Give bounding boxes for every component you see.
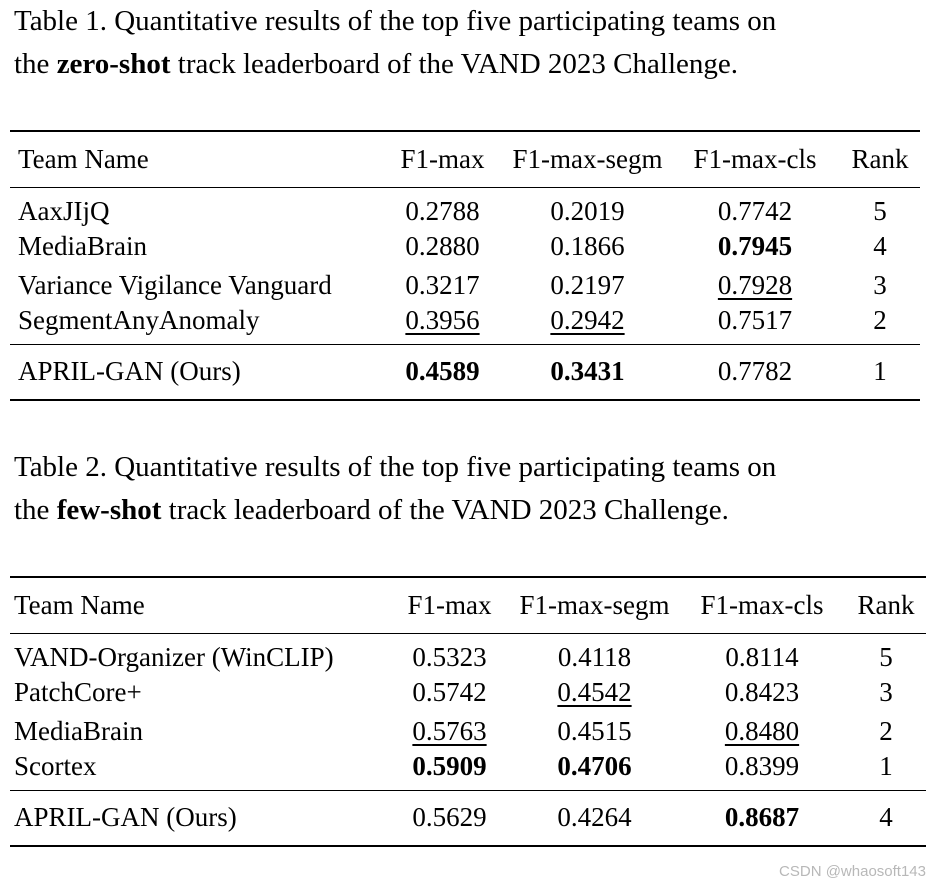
rank-cell: 3: [879, 676, 893, 707]
table2-caption-bold: few-shot: [56, 494, 162, 526]
f1max-cell: 0.3217: [405, 269, 480, 300]
team-name-cell: MediaBrain: [18, 230, 147, 261]
table1-caption: [14, 0, 934, 86]
table2-caption-pre: the: [14, 494, 57, 526]
table2-header-team: Team Name: [10, 577, 388, 633]
rank-cell: 1: [840, 344, 920, 400]
table2-header-f1segm: F1-max-segm: [511, 577, 678, 633]
table2: [10, 576, 926, 847]
table-row: [10, 633, 926, 673]
table-row-ours: [10, 344, 920, 400]
rank-cell: 4: [846, 790, 926, 846]
f1cls-cell-best: 0.7945: [717, 230, 793, 261]
f1max-cell-second: 0.3956: [405, 304, 480, 335]
rank-cell: 4: [873, 230, 887, 261]
f1segm-cell-second: 0.2942: [550, 304, 625, 335]
f1max-cell: 0.5629: [388, 790, 511, 846]
f1cls-cell: 0.7517: [717, 304, 793, 335]
rank-cell: 2: [879, 715, 893, 746]
table-row: [10, 673, 926, 712]
table1-header-f1max: F1-max: [380, 131, 505, 187]
f1max-cell-best: 0.4589: [380, 344, 505, 400]
f1cls-cell-best: 0.8687: [678, 790, 846, 846]
table2-header-rank: Rank: [846, 577, 926, 633]
table-row-ours: [10, 790, 926, 846]
f1cls-cell: 0.8399: [724, 750, 800, 781]
team-name-cell: Scortex: [14, 750, 97, 781]
f1max-cell: 0.2788: [405, 195, 480, 226]
rank-cell: 2: [873, 304, 887, 335]
table2-caption: [14, 446, 934, 532]
rank-cell: 5: [873, 195, 887, 226]
table1-header-f1cls: F1-max-cls: [670, 131, 840, 187]
table2-caption-post: track leaderboard of the VAND 2023 Challenge.: [161, 494, 729, 526]
f1max-cell-second: 0.5763: [412, 715, 487, 746]
rank-cell: 5: [879, 641, 893, 672]
f1max-cell: 0.5323: [412, 641, 487, 672]
table-row: [10, 266, 920, 305]
table1-caption-bold: zero-shot: [56, 48, 171, 80]
team-name-cell: Variance Vigilance Vanguard: [18, 269, 332, 300]
f1cls-cell: 0.7782: [670, 344, 840, 400]
f1segm-cell: 0.4515: [557, 715, 632, 746]
f1cls-cell-second: 0.7928: [717, 269, 793, 300]
table-row: [10, 751, 926, 791]
table1-caption-post: track leaderboard of the VAND 2023 Challenge.: [170, 48, 738, 80]
team-name-cell: APRIL-GAN (Ours): [10, 790, 388, 846]
f1max-cell: 0.5742: [412, 676, 487, 707]
table1-header-row: [10, 131, 920, 187]
table1-caption-line1: Table 1. Quantitative results of the top five participating teams on: [14, 5, 777, 37]
f1max-cell-best: 0.5909: [412, 750, 487, 781]
f1segm-cell-best: 0.3431: [505, 344, 670, 400]
f1cls-cell-second: 0.8480: [724, 715, 800, 746]
table2-caption-line1: Table 2. Quantitative results of the top five participating teams on: [14, 451, 777, 483]
table2-header-f1max: F1-max: [388, 577, 511, 633]
team-name-cell: APRIL-GAN (Ours): [10, 344, 380, 400]
f1segm-cell: 0.4118: [557, 641, 632, 672]
team-name-cell: MediaBrain: [14, 715, 143, 746]
f1segm-cell: 0.2019: [550, 195, 625, 226]
table1-header-team: Team Name: [10, 131, 380, 187]
f1max-cell: 0.2880: [405, 230, 480, 261]
f1segm-cell: 0.1866: [550, 230, 625, 261]
table1: [10, 130, 920, 401]
table-row: [10, 227, 920, 266]
table1-header-rank: Rank: [840, 131, 920, 187]
f1cls-cell: 0.8114: [725, 641, 799, 672]
table-row: [10, 712, 926, 751]
team-name-cell: PatchCore+: [14, 676, 142, 707]
f1segm-cell-best: 0.4706: [557, 750, 632, 781]
team-name-cell: SegmentAnyAnomaly: [18, 304, 260, 335]
f1cls-cell: 0.8423: [724, 676, 800, 707]
f1segm-cell: 0.4264: [511, 790, 678, 846]
rank-cell: 1: [879, 750, 893, 781]
f1segm-cell-second: 0.4542: [557, 676, 632, 707]
table2-header-f1cls: F1-max-cls: [678, 577, 846, 633]
f1segm-cell: 0.2197: [550, 269, 625, 300]
table1-header-f1segm: F1-max-segm: [505, 131, 670, 187]
table-row: [10, 187, 920, 227]
team-name-cell: VAND-Organizer (WinCLIP): [14, 641, 334, 672]
table1-caption-pre: the: [14, 48, 57, 80]
watermark: CSDN @whaosoft143: [779, 863, 926, 880]
table-row: [10, 305, 920, 345]
rank-cell: 3: [873, 269, 887, 300]
team-name-cell: AaxJIjQ: [18, 195, 110, 226]
f1cls-cell: 0.7742: [717, 195, 793, 226]
table2-header-row: [10, 577, 926, 633]
